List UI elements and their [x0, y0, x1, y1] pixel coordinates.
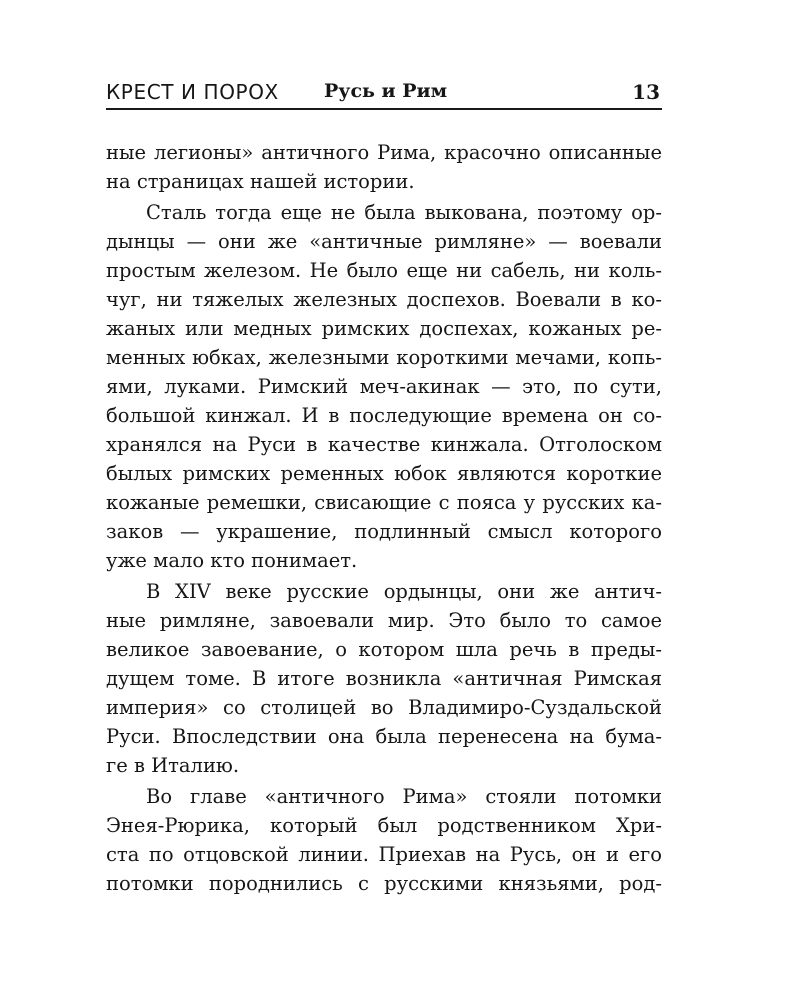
text-line: чуг, ни тяжелых железных доспехов. Воевали в ко-: [106, 288, 662, 311]
text-line: Во главе «античного Рима» стояли потомки: [146, 785, 662, 808]
text-line: потомки породнились с русскими князьями, род-: [106, 872, 662, 895]
text-line: империя» со столицей во Владимиро-Суздальской: [106, 696, 662, 719]
text-line: ные легионы» античного Рима, красочно описанные: [106, 141, 662, 164]
running-header: [106, 74, 662, 110]
text-line: великое завоевание, о котором шла речь в преды-: [106, 638, 662, 661]
text-line: ста по отцовской линии. Приехав на Русь, он и его: [106, 843, 662, 866]
text-line: большой кинжал. И в последующие времена он со-: [106, 404, 662, 427]
text-line: ге в Италию.: [106, 754, 240, 777]
text-line: В XIV веке русские ордынцы, они же антич-: [146, 580, 662, 603]
text-line: на страницах нашей истории.: [106, 170, 415, 193]
text-line: хранялся на Руси в качестве кинжала. Отголоском: [106, 433, 662, 456]
text-line: ные римляне, завоевали мир. Это было то самое: [106, 609, 662, 632]
text-line: Руси. Впоследствии она была перенесена на бума-: [106, 725, 662, 748]
text-line: Энея-Рюрика, который был родственником Хри-: [106, 814, 662, 837]
text-line: былых римских ременных юбок являются короткие: [106, 462, 662, 485]
text-line: дынцы — они же «античные римляне» — воевали: [106, 230, 662, 253]
text-line: простым железом. Не было еще ни сабель, ни коль-: [106, 259, 662, 282]
text-line: дущем томе. В итоге возникла «античная Римская: [106, 667, 662, 690]
page-number: 13: [632, 80, 660, 104]
text-line: Сталь тогда еще не была выкована, поэтому ор-: [146, 201, 662, 224]
text-line: жаных или медных римских доспехах, кожаных ре-: [106, 317, 662, 340]
chapter-title: Русь и Рим: [324, 80, 448, 102]
book-title: КРЕСТ И ПОРОХ: [106, 80, 279, 104]
text-line: уже мало кто понимает.: [106, 549, 358, 572]
text-line: кожаные ремешки, свисающие с пояса у русских ка-: [106, 491, 662, 514]
text-line: менных юбках, железными короткими мечами, копь-: [106, 346, 662, 369]
text-line: заков — украшение, подлинный смысл которого: [106, 520, 662, 543]
text-line: ями, луками. Римский меч-акинак — это, по сути,: [106, 375, 662, 398]
